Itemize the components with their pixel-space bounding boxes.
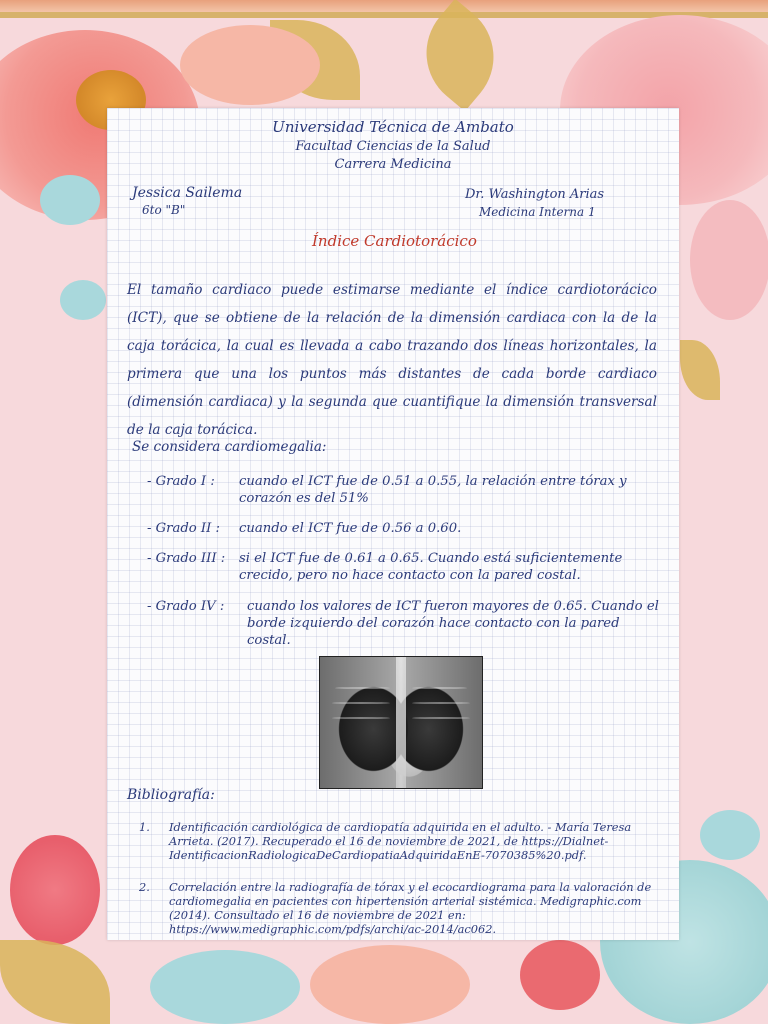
flower-blue-bottom	[150, 950, 300, 1024]
reference-text: Correlación entre la radiografía de tórax y el ecocardiograma para la valoración de cardiomegalia en pacientes con hipertensión arterial sistémica. Medigraphic.com (2014). Consultado el 16 de noviembre de 2021 en: https://www.medigraphic.com/pdfs/archi/ac-2014/ac062.	[169, 880, 652, 936]
teacher-name: Dr. Washington Arias	[465, 187, 605, 202]
grade-text: si el ICT fue de 0.61 a 0.65. Cuando está suficientemente crecido, pero no hace contacto con la pared costal.	[239, 551, 623, 583]
flower-pink-right	[690, 200, 768, 320]
page-title: Índice Cardiotorácico	[312, 232, 477, 250]
grade-text: cuando el ICT fue de 0.56 a 0.60.	[239, 521, 462, 536]
reference-number: 2.	[139, 880, 150, 894]
reference-item	[139, 820, 659, 862]
flower-blue-small	[40, 175, 100, 225]
subject-name: Medicina Interna 1	[479, 205, 596, 219]
flower-peach-bottom	[310, 945, 470, 1024]
grade-text: cuando los valores de ICT fueron mayores de 0.65. Cuando el borde izquierdo del corazón hace contacto con la pared costal.	[247, 599, 659, 648]
grade-label: - Grado IV :	[147, 599, 225, 614]
grade-text: cuando el ICT fue de 0.51 a 0.55, la relación entre tórax y corazón es del 51%	[239, 474, 627, 506]
grade-item	[147, 598, 667, 656]
grade-label: - Grado III :	[147, 551, 226, 566]
flower-blue-small	[60, 280, 106, 320]
top-border	[0, 0, 768, 12]
intro-paragraph: El tamaño cardiaco puede estimarse mediante el índice cardiotorácico (ICT), que se obtiene de la relación de la dimensión cardiaca con la de la caja torácica, la cual es llevada a cabo trazando dos líneas horizontales, la primera que una los puntos más distantes de cada borde cardiaco (dimensión cardiaca) y la segunda que cuantifique la dimensión transversal de la caja torácica.	[127, 282, 657, 438]
student-level: 6to "B"	[142, 203, 186, 217]
chest-xray-image	[319, 656, 483, 789]
handwritten-page	[107, 108, 679, 940]
career-name: Carrera Medicina	[334, 157, 452, 172]
grade-item	[147, 550, 667, 590]
flower-peach-top	[180, 25, 320, 105]
reference-item	[139, 880, 659, 936]
leaf	[0, 940, 110, 1024]
university-name: Universidad Técnica de Ambato	[272, 118, 514, 136]
student-name: Jessica Sailema	[132, 185, 243, 201]
grade-item	[147, 473, 667, 513]
considered-label: Se considera cardiomegalia:	[132, 439, 327, 455]
flower-red-bottom	[520, 940, 600, 1010]
grade-label: - Grado I :	[147, 474, 215, 489]
flower-blue-small	[700, 810, 760, 860]
grade-label: - Grado II :	[147, 521, 220, 536]
faculty-name: Facultad Ciencias de la Salud	[295, 139, 491, 154]
bibliography-label: Bibliografía:	[127, 787, 215, 803]
reference-text: Identificación cardiológica de cardiopatía adquirida en el adulto. - María Teresa Arrieta. (2017). Recuperado el 16 de noviembre de 2021, de https://Dialnet-IdentificacionRadiologicaDeCardiopatiaAdquiridaEnE-7070385%20.pdf.	[169, 820, 632, 862]
grade-item	[147, 520, 667, 542]
flower-pink-bottom-left	[10, 835, 100, 945]
reference-number: 1.	[139, 820, 150, 834]
leaf	[680, 340, 720, 400]
